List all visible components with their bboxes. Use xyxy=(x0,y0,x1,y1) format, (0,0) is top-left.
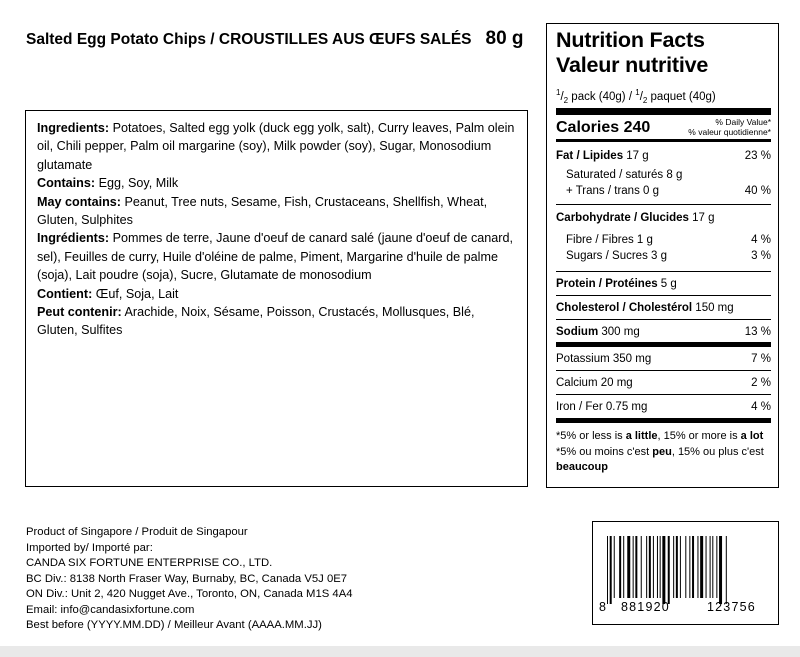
dv-head-fr: % valeur quotidienne* xyxy=(688,127,771,138)
may-contain-en-text: Peanut, Tree nuts, Sesame, Fish, Crustaceans, Shellfish, Wheat, Gluten, Sulphites xyxy=(37,194,488,228)
barcode-bar xyxy=(623,536,624,598)
iron-row xyxy=(556,395,771,423)
barcode-bar xyxy=(673,536,674,598)
fat-dv: 23 % xyxy=(744,150,771,163)
serving-fraction-num: 1 xyxy=(556,88,561,97)
barcode-bar xyxy=(692,536,694,598)
serving-fraction-den: 2 xyxy=(563,96,569,106)
barcode-bar xyxy=(716,536,717,598)
serving-fraction-den-fr: 2 xyxy=(642,96,648,106)
fat-row xyxy=(556,148,771,164)
email: Email: info@candasixfortune.com xyxy=(26,603,195,616)
ingredients-fr xyxy=(37,229,517,284)
barcode xyxy=(592,521,779,625)
sodium-row xyxy=(556,320,771,347)
fat-label: Fat / Lipides xyxy=(556,150,624,163)
saturated-row xyxy=(556,167,771,183)
barcode-bar xyxy=(646,536,647,598)
ingredients-fr-text: Pommes de terre, Jaune d'oeuf de canard salé (jaune d'oeuf de canard, sel), Feuilles de curry, Huile d'oléine de palme, Piment, Margarine d'huile de palme (soja), Lait poudre (soja), Sucre, Glutamate de monosodium xyxy=(37,231,513,283)
net-weight: 80 g xyxy=(485,28,524,49)
barcode-bar xyxy=(607,536,608,604)
fibre-dv: 4 % xyxy=(751,234,771,247)
barcode-bar xyxy=(660,536,661,598)
barcode-bar xyxy=(633,536,634,598)
barcode-right-digits: 123756 xyxy=(707,600,756,614)
dv-head-en: % Daily Value* xyxy=(715,117,771,128)
origin: Product of Singapore / Produit de Singapour xyxy=(26,526,248,538)
bottom-strip xyxy=(0,646,800,657)
barcode-bar xyxy=(641,536,642,598)
iron-label: Iron / Fer 0.75 mg xyxy=(556,401,648,414)
barcode-bar xyxy=(719,536,722,604)
protein-label: Protein / Protéines xyxy=(556,278,658,291)
product-name: Salted Egg Potato Chips / CROUSTILLES AUS ŒUFS SALÉS xyxy=(26,31,472,48)
contains-fr-text: Œuf, Soja, Lait xyxy=(92,286,179,301)
potassium-row xyxy=(556,347,771,371)
barcode-bar xyxy=(614,536,615,598)
sodium-amount: 300 mg xyxy=(598,326,640,339)
protein-amount: 5 g xyxy=(657,278,677,291)
barcode-bar xyxy=(676,536,678,598)
saturated-label: Saturated / saturés 8 g xyxy=(566,169,683,182)
may-contain-en xyxy=(37,193,517,230)
barcode-bar xyxy=(712,536,713,598)
sugars-row xyxy=(556,248,771,264)
carb-label: Carbohydrate / Glucides xyxy=(556,212,689,225)
contains-en-text: Egg, Soy, Milk xyxy=(95,176,179,191)
cholesterol-label: Cholesterol / Cholestérol xyxy=(556,302,693,315)
sugars-dv: 3 % xyxy=(751,250,771,263)
may-contain-fr-label: Peut contenir: xyxy=(37,305,122,320)
iron-dv: 4 % xyxy=(751,401,771,414)
serving-en: pack (40g) / xyxy=(568,90,636,103)
barcode-bar xyxy=(700,536,703,598)
trans-row xyxy=(556,183,771,199)
best-before: Best before (YYYY.MM.DD) / Meilleur Avant (AAAA.MM.JJ) xyxy=(26,619,322,631)
ingredients-fr-label: Ingrédients: xyxy=(37,231,110,246)
barcode-bar xyxy=(685,536,686,598)
fat-amount: 17 g xyxy=(623,150,649,163)
cholesterol-row xyxy=(556,296,771,320)
nutrition-facts-table xyxy=(546,23,779,488)
barcode-bar xyxy=(653,536,654,598)
barcode-bar xyxy=(710,536,711,598)
potassium-dv: 7 % xyxy=(751,353,771,366)
importer-name: CANDA SIX FORTUNE ENTERPRISE CO., LTD. xyxy=(26,557,273,569)
ingredients-panel xyxy=(25,110,528,487)
barcode-bar xyxy=(697,536,698,598)
contains-fr xyxy=(37,285,517,303)
ingredients-en xyxy=(37,119,517,174)
barcode-bar xyxy=(649,536,651,598)
ingredients-en-text: Potatoes, Salted egg yolk (duck egg yolk, salt), Curry leaves, Palm olein oil, Chili pepper, Palm oil margarine (soy), Milk powder (soy), Sugar, Monosodium glutamate xyxy=(37,121,515,172)
may-contain-en-label: May contains: xyxy=(37,194,121,209)
barcode-bar xyxy=(610,536,612,604)
calcium-row xyxy=(556,371,771,395)
contains-en xyxy=(37,174,517,192)
serving-fr: paquet (40g) xyxy=(647,90,716,103)
barcode-bar xyxy=(657,536,658,598)
barcode-left-digits: 881920 xyxy=(621,600,670,614)
protein-row xyxy=(556,272,771,296)
barcode-first-digit: 8 xyxy=(599,600,606,614)
barcode-bar xyxy=(706,536,707,598)
serving-fraction-num-fr: 1 xyxy=(635,88,640,97)
daily-value-header xyxy=(688,117,771,137)
product-title xyxy=(26,28,524,50)
barcode-bar xyxy=(689,536,690,598)
calcium-dv: 2 % xyxy=(751,377,771,390)
contains-en-label: Contains: xyxy=(37,176,96,191)
fibre-label: Fibre / Fibres 1 g xyxy=(566,234,653,247)
calcium-label: Calcium 20 mg xyxy=(556,377,633,390)
may-contain-fr-text: Arachide, Noix, Sésame, Poisson, Crustacés, Mollusques, Blé, Gluten, Sulfites xyxy=(37,305,475,338)
may-contain-fr xyxy=(37,303,517,340)
sugars-label: Sugars / Sucres 3 g xyxy=(566,250,667,263)
serving-size: $^1/_2$ pack $(40g) / ^1/_2$ paquet (40g) xyxy=(556,88,771,115)
sodium-label: Sodium xyxy=(556,326,599,339)
importer-label: Imported by/ Importé par: xyxy=(26,541,153,554)
trans-label: + Trans / trans 0 g xyxy=(566,185,660,198)
sat-trans-dv: 40 % xyxy=(744,185,771,198)
barcode-bar xyxy=(668,536,670,604)
bc-address: BC Div.: 8138 North Fraser Way, Burnaby, BC, Canada V5J 0E7 xyxy=(26,572,348,585)
barcode-bar xyxy=(619,536,621,598)
carb-group xyxy=(556,205,771,272)
on-address: ON Div.: Unit 2, 420 Nugget Ave., Toronto, ON, Canada M1S 4A4 xyxy=(26,588,353,600)
footnote-en: *5% or less is a little, 15% or more is a lot xyxy=(556,430,764,443)
product-info xyxy=(26,525,353,634)
calories: Calories 240 xyxy=(556,119,651,137)
fat-group xyxy=(556,142,771,205)
carb-amount: 17 g xyxy=(688,212,715,225)
contains-fr-label: Contient: xyxy=(37,286,93,301)
potassium-label: Potassium 350 mg xyxy=(556,353,652,366)
barcode-bar xyxy=(680,536,681,598)
footnote-fr: *5% ou moins c'est peu, 15% ou plus c'est beaucoup xyxy=(556,445,764,474)
footnote xyxy=(556,429,771,476)
ingredients-en-label: Ingredients: xyxy=(37,121,110,135)
barcode-bar xyxy=(662,536,665,604)
nutrition-title-fr: Valeur nutritive xyxy=(556,53,709,77)
sodium-dv: 13 % xyxy=(744,326,771,339)
barcode-bar xyxy=(627,536,630,598)
fibre-row xyxy=(556,232,771,248)
calories-row xyxy=(556,115,771,142)
barcode-bar xyxy=(726,536,727,604)
nutrition-title-en: Nutrition Facts xyxy=(556,28,705,52)
cholesterol-amount: 150 mg xyxy=(692,302,734,315)
barcode-bar xyxy=(635,536,637,598)
carb-row xyxy=(556,210,771,226)
